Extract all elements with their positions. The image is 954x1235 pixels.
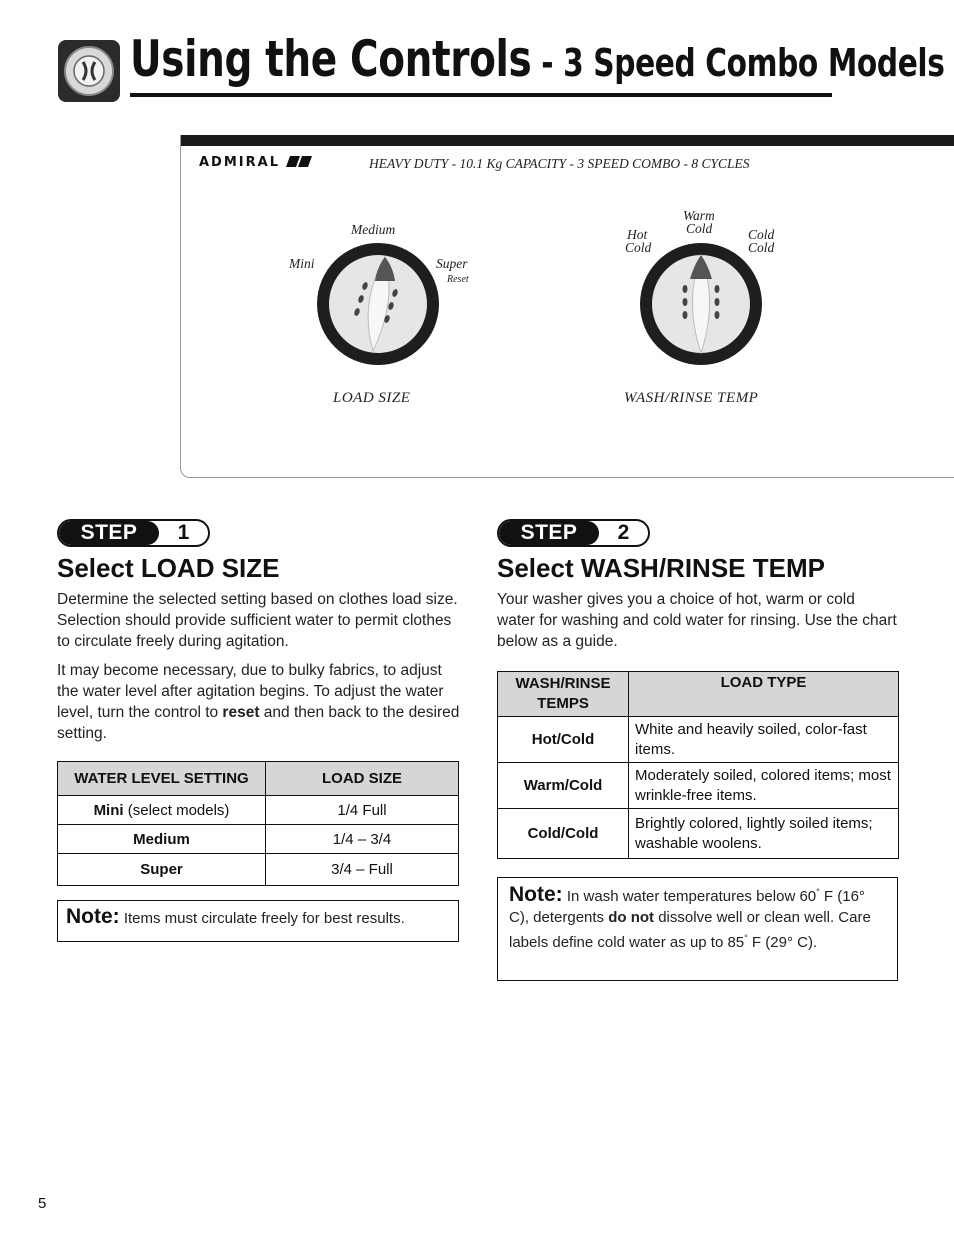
table-row [498,763,899,809]
setting-name: Super [140,861,183,878]
table-row [58,796,459,825]
note-label: Note: [509,883,563,906]
temp-option-warm-top: Warm [683,208,715,223]
panel-top-bar [181,135,954,146]
title-rule [130,93,832,97]
reset-emphasis: reset [222,704,260,721]
table-cell [58,796,266,825]
table-cell: Moderately soiled, colored items; most wrinkle-free items. [629,763,899,809]
table-cell: 1/4 – 3/4 [266,825,459,854]
do-not-emphasis: do not [608,909,655,926]
page-title-main: Using the Controls [130,30,532,88]
note-text: In wash water temperatures below 60 [562,888,817,905]
step-1-paragraph-2 [57,660,462,744]
table-cell: Warm/Cold [498,763,629,809]
table-cell: Cold/Cold [498,809,629,859]
setting-note: (select models) [123,801,230,819]
wash-rinse-temp-knob [638,241,764,367]
step-1-paragraph-2-text-a: It may become necessary, due to bulky fabrics, to adjust the water level after agitation begins. To adjust the water level, turn the control to [57,662,444,721]
step-1-paragraph-1: Determine the selected setting based on clothes load size. Selection should provide sufficient water to permit clothes to circulate freely during agitation. [57,591,458,650]
table-cell: 1/4 Full [266,796,459,825]
table-cell: Brightly colored, lightly soiled items; washable woolens. [629,809,899,859]
load-option-super: Super [436,256,468,271]
table-cell: White and heavily soiled, color-fast items. [629,717,899,763]
control-panel [180,135,954,478]
step-2-number: 2 [617,521,630,544]
step-2-label: STEP [499,521,599,545]
table-header: WASH/RINSE TEMPS [498,672,629,717]
wash-rinse-temp-label: WASH/RINSE TEMP [624,390,759,406]
table-cell [58,825,266,854]
load-option-reset: Reset [447,274,469,285]
table-row [58,854,459,886]
note-label: Note: [66,905,120,928]
note-text: F (29° C). [747,934,818,951]
step-1-heading: Select LOAD SIZE [57,553,280,583]
step-1-note [57,900,459,942]
degree-symbol: ° [744,933,748,943]
degree-symbol: ° [816,887,820,897]
temp-option-cold-top: Cold [748,227,775,242]
load-size-table [57,761,459,886]
setting-name: Mini [93,801,124,819]
temp-option-hot-bottom: Cold [625,240,652,255]
temp-option-warm-bottom: Cold [686,221,713,236]
brand-logo [199,155,310,170]
step-2-heading: Select WASH/RINSE TEMP [497,553,825,583]
table-header: LOAD TYPE [629,672,899,717]
step-1-paragraph-2-text-b: and then back to the desired setting. [57,704,460,742]
temp-option-hot-top: Hot [627,227,648,242]
temp-option-cold-bottom: Cold [748,240,775,255]
brand-mark-icon [286,155,310,170]
table-header-row [498,672,899,717]
load-size-label: LOAD SIZE [333,390,411,406]
load-option-medium: Medium [351,222,396,237]
step-1-badge [57,519,210,547]
note-text: F (16° C), detergents [509,888,865,926]
table-header: LOAD SIZE [266,762,459,796]
setting-name: Medium [133,830,190,848]
table-header-row [58,762,459,796]
note-text: Items must circulate freely for best results. [119,910,405,927]
table-header: WATER LEVEL SETTING [58,762,266,796]
table-row [58,825,459,854]
panel-description: HEAVY DUTY - 10.1 Kg CAPACITY - 3 SPEED COMBO - 8 CYCLES [369,156,750,171]
step-2-note [497,877,898,981]
page-title [130,30,944,88]
page-title-sub: - 3 Speed Combo Models [531,41,945,85]
step-2-paragraph-1: Your washer gives you a choice of hot, warm or cold water for washing and cold water for rinsing. Use the chart below as a guide. [497,591,897,650]
wash-rinse-table [497,671,899,859]
table-cell [58,854,266,886]
table-row [498,809,899,859]
dial-logo-icon [58,40,120,102]
table-cell: Hot/Cold [498,717,629,763]
table-cell: 3/4 – Full [266,854,459,886]
load-option-mini: Mini [289,256,315,271]
load-size-knob [315,241,441,367]
note-text: dissolve well or clean well. Care labels define cold water as up to 85 [509,909,871,951]
step-1-label: STEP [59,521,159,545]
table-row [498,717,899,763]
page-number: 5 [38,1195,47,1212]
step-2-badge [497,519,650,547]
step-1-number: 1 [177,521,190,544]
brand-name: ADMIRAL [199,155,280,170]
